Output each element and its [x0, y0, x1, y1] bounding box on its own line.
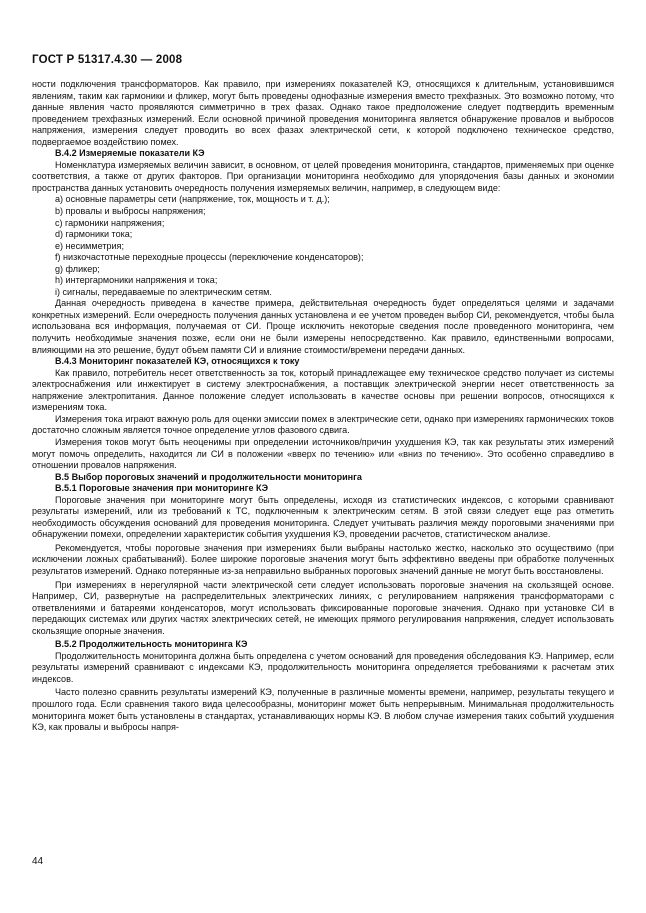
- section-b42-heading: В.4.2 Измеряемые показатели КЭ: [55, 148, 205, 159]
- section-b5-heading: В.5 Выбор пороговых значений и продолжительности мониторинга: [55, 471, 362, 482]
- list-item: a) основные параметры сети (напряжение, ток, мощность и т. д.);: [55, 194, 330, 205]
- list-item: g) фликер;: [55, 263, 100, 274]
- section-b52-paragraph-1: Продолжительность мониторинга должна быть определена с учетом оснований для проведения обследования КЭ. Например, если результаты измерений сравнивают с индексами КЭ, продолжительность мониторинга определяется требованиями к расчетам этих индексов.: [32, 650, 614, 684]
- document-body: [32, 79, 614, 734]
- section-b43-paragraph-3: Измерения токов могут быть неоценимы при определении источников/причин ухудшения КЭ, так как результаты этих измерений могут помочь определить, находится ли СИ в положении «вверх по течению» или «вниз по течению». Это особенно справедливо в отношении провалов напряжения.: [32, 436, 614, 471]
- section-b43-heading: В.4.3 Мониторинг показателей КЭ, относящихся к току: [55, 356, 300, 367]
- section-b42-paragraph-1: Номенклатура измеряемых величин зависит, в основном, от целей проведения мониторинга, стандартов, применяемых при оценке соответствия, а также от других факторов. При организации мониторинга необходимо для упорядочения базы данных и экономии пространства данных установить очередность получения измеряемых величин, например, в следующем виде:: [32, 159, 614, 193]
- intro-paragraph: ности подключения трансформаторов. Как правило, при измерениях показателей КЭ, относящихся к длительным, установившимся явлениям, таким как гармоники и фликер, могут быть проведены однофазные измерения вместо трехфазных. Это возможно потому, что данные явления часто проявляются симметрично в трех фазах. Однако такое предположение следует подтвердить временным проведением трехфазных измерений. Если основной причиной проведения мониторинга является обнаружение провалов и выбросов напряжения, измерения следует проводить во всех фазах электрической сети, к которой подключено техническое средство, подвергаемое воздействию помех.: [32, 79, 614, 147]
- list-item: e) несимметрия;: [55, 240, 124, 251]
- list-item: d) гармоники тока;: [55, 229, 133, 240]
- page-number: 44: [32, 856, 44, 867]
- section-b51-paragraph-3: При измерениях в нерегулярной части электрической сети следует использовать пороговые значения на скользящей основе. Например, СИ, развернутые на распределительных электрических линиях, с регулированием напряжения трансформаторами с ответвлениями и батареями конденсаторов, могут использовать фиксированные пороговые значения. Однако при установке СИ в передающих системах или других частях электрических сетей, не имеющих прямого регулирования напряжения, следует использовать скользящие опорные значения.: [32, 579, 614, 636]
- section-b52-paragraph-2: Часто полезно сравнить результаты измерений КЭ, полученные в различные моменты времени, например, результаты текущего и прошлого года. Если сравнения такого вида целесообразны, мониторинг может быть непрерывным. Минимальная продолжительность мониторинга может быть установлены в стандартах, устанавливающих нормы КЭ. В любом случае измерения таких событий ухудшения КЭ, как провалы и выбросы напря-: [32, 687, 614, 733]
- section-b43-paragraph-1: Как правило, потребитель несет ответственность за ток, который принадлежащее ему техническое средство получает из системы электроснабжения или инжектирует в систему электроснабжения, а поставщик электрической энергии несет ответственность за напряжение электропитания. Данное положение следует использовать в качестве основы при решении вопросов, относящихся к измерениям тока.: [32, 367, 614, 413]
- list-item: i) сигналы, передаваемые по электрическим сетям.: [55, 286, 272, 297]
- section-b51-heading: В.5.1 Пороговые значения при мониторинге КЭ: [55, 483, 269, 494]
- section-b43-paragraph-2: Измерения тока играют важную роль для оценки эмиссии помех в электрические сети, однако при измерениях гармонических токов достаточно сложным является точное определение углов фазового сдвига.: [32, 413, 614, 436]
- list-item: b) провалы и выбросы напряжения;: [55, 206, 206, 217]
- list-item: f) низкочастотные переходные процессы (переключение конденсаторов);: [55, 252, 364, 263]
- section-b52-heading: В.5.2 Продолжительность мониторинга КЭ: [55, 639, 248, 650]
- section-b51-paragraph-1: Пороговые значения при мониторинге могут быть определены, исходя из статистических индексов, с которыми сравнивают результаты измерений, или из требований к ТС, подключенным к электрическим сетям. В этой связи следует еще раз отметить необходимость обсуждения оснований для проведения мониторинга. Следует учитывать различия между пороговыми значениями при обнаружении помехи, определении характеристик события ухудшения КЭ, проведении расчетов, статистическом анализе.: [32, 494, 614, 540]
- list-item: h) интергармоники напряжения и тока;: [55, 275, 218, 286]
- list-item: c) гармоники напряжения;: [55, 217, 165, 228]
- document-header: ГОСТ Р 51317.4.30 — 2008: [32, 54, 183, 66]
- section-b51-paragraph-2: Рекомендуется, чтобы пороговые значения при измерениях были выбраны настолько жестко, насколько это осуществимо (при исключении ложных срабатываний). Более широкие пороговые значения могут быть эффективно введены при обработке полученных результатов измерений. Однако потерянные из-за неправильно выбранных пороговых значений данные не могут быть восстановлены.: [32, 542, 614, 576]
- section-b42-paragraph-2: Данная очередность приведена в качестве примера, действительная очередность будет определяться целями и задачами конкретных измерений. Если очередность получения данных установлена и ее учетом проведен выбор СИ, рекомендуется, чтобы была использована вся информация, получаемая от СИ. Проще исключить некоторые сведения после проведенного мониторинга, чем получить необходимые значения позже, если они не были измерены непосредственно. Как правило, единственными вопросами, влияющими на это решение, будут объем памяти СИ и влияние стоимости/времени передачи данных.: [32, 298, 614, 355]
